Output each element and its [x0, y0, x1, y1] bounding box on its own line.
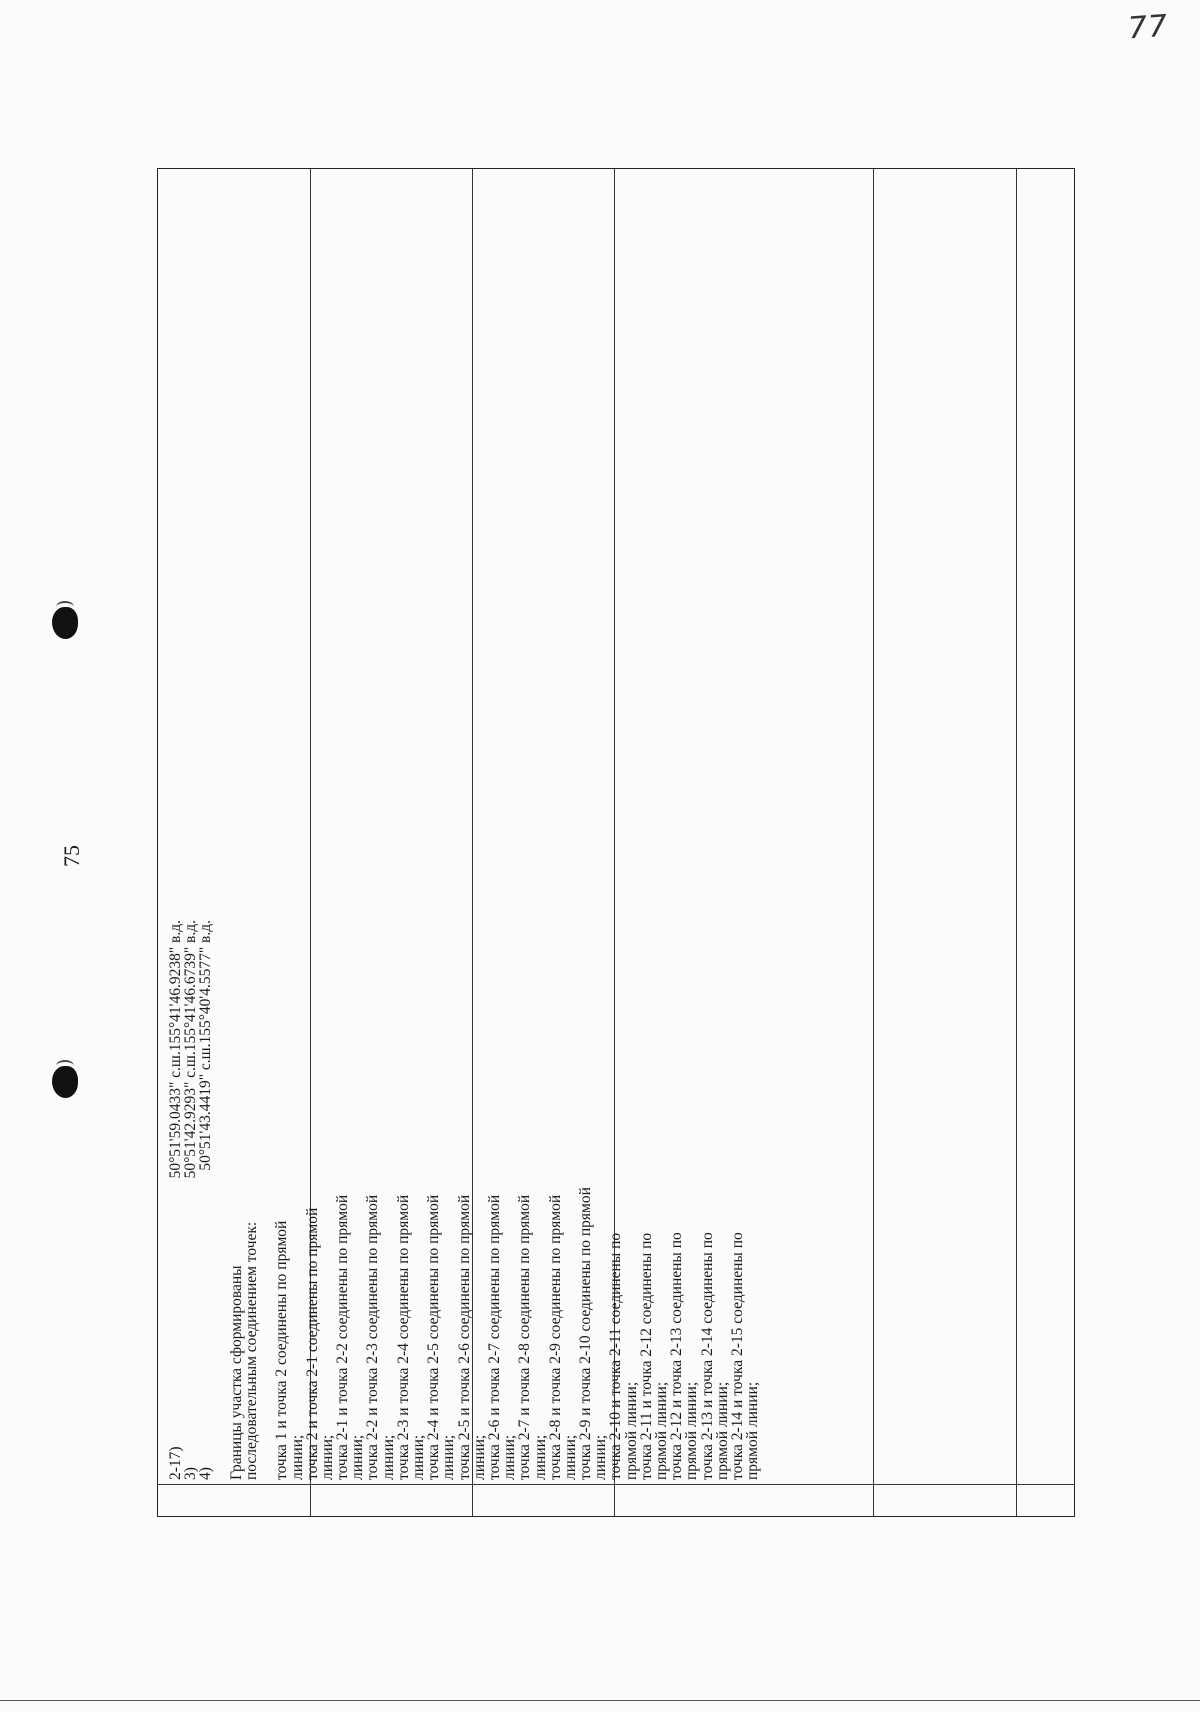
connection-line: линии; [440, 1434, 458, 1480]
connection-line: точка 2-2 и точка 2-3 соединены по прямой [364, 1194, 382, 1480]
connection-line: линии; [410, 1434, 427, 1480]
hole-punch-mark [52, 607, 78, 639]
connection-line: точка 2-4 и точка 2-5 соединены по прямой [425, 1194, 443, 1480]
handwritten-sheet-number: 77 [1126, 8, 1170, 47]
connection-line: точка 2-11 и точка 2-12 соединены по [637, 1232, 655, 1480]
connection-line: точка 2-7 и точка 2-8 соединены по прямой [516, 1194, 534, 1480]
connection-line: точка 2-1 и точка 2-2 соединены по прямой [334, 1194, 352, 1480]
connection-line: точка 2-10 и точка 2-11 соединены по [607, 1232, 625, 1480]
connection-line: прямой линии; [653, 1381, 670, 1480]
connection-line: линии; [561, 1434, 579, 1480]
intro-line: последовательным соединением точек: [242, 1221, 260, 1480]
page-number: 75 [59, 845, 84, 867]
connection-line: точка 2-5 и точка 2-6 соединены по прямой [455, 1194, 473, 1480]
connection-line: линии; [288, 1434, 306, 1480]
connection-line: линии; [349, 1434, 367, 1480]
connection-line: точка 2-9 и точка 2-10 соединены по прямой [577, 1187, 595, 1480]
coordinate-line: 4) 50°51'43.4419" с.ш.155°40'4.5577" в.д. [197, 920, 215, 1480]
connection-line: прямой линии; [744, 1381, 762, 1480]
rotated-cell-content [168, 905, 1068, 1480]
connection-line: линии; [531, 1434, 549, 1480]
connection-line: прямой линии; [683, 1381, 701, 1480]
hole-punch-mark [52, 1066, 78, 1098]
connection-line: точка 1 и точка 2 соединены по прямой [273, 1220, 291, 1480]
connection-line: точка 2-12 и точка 2-13 соединены по [668, 1232, 686, 1480]
connection-line: линии; [592, 1434, 610, 1480]
connection-line: прямой линии; [622, 1381, 640, 1480]
table-row-divider [158, 1484, 1074, 1485]
boundary-description [168, 905, 760, 1480]
coordinate-line: 2-17) 50°51'59.0433" с.ш.155°41'46.9238" в.д. [167, 920, 184, 1480]
connection-line: линии; [318, 1434, 336, 1480]
connection-line: точка 2-13 и точка 2-14 соединены по [698, 1232, 716, 1480]
connection-line: точка 2 и точка 2-1 соединены по прямой [303, 1207, 321, 1480]
connection-line: точка 2-8 и точка 2-9 соединены по прямой [546, 1194, 564, 1480]
connection-line: линии; [501, 1434, 519, 1480]
intro-line: Границы участка сформированы [227, 1265, 245, 1480]
connection-line: линии; [379, 1434, 397, 1480]
coordinate-line: 3) 50°51'42.9293" с.ш.155°41'46.6739" в.д. [182, 920, 200, 1480]
connection-line: линии; [470, 1434, 488, 1480]
connection-line: точка 2-14 и точка 2-15 соединены по [728, 1232, 746, 1480]
scanner-edge-line [0, 1700, 1200, 1701]
connection-line: прямой линии; [713, 1381, 731, 1480]
connection-line: точка 2-6 и точка 2-7 соединены по прямой [485, 1194, 503, 1480]
connection-line: точка 2-3 и точка 2-4 соединены по прямой [394, 1194, 412, 1480]
